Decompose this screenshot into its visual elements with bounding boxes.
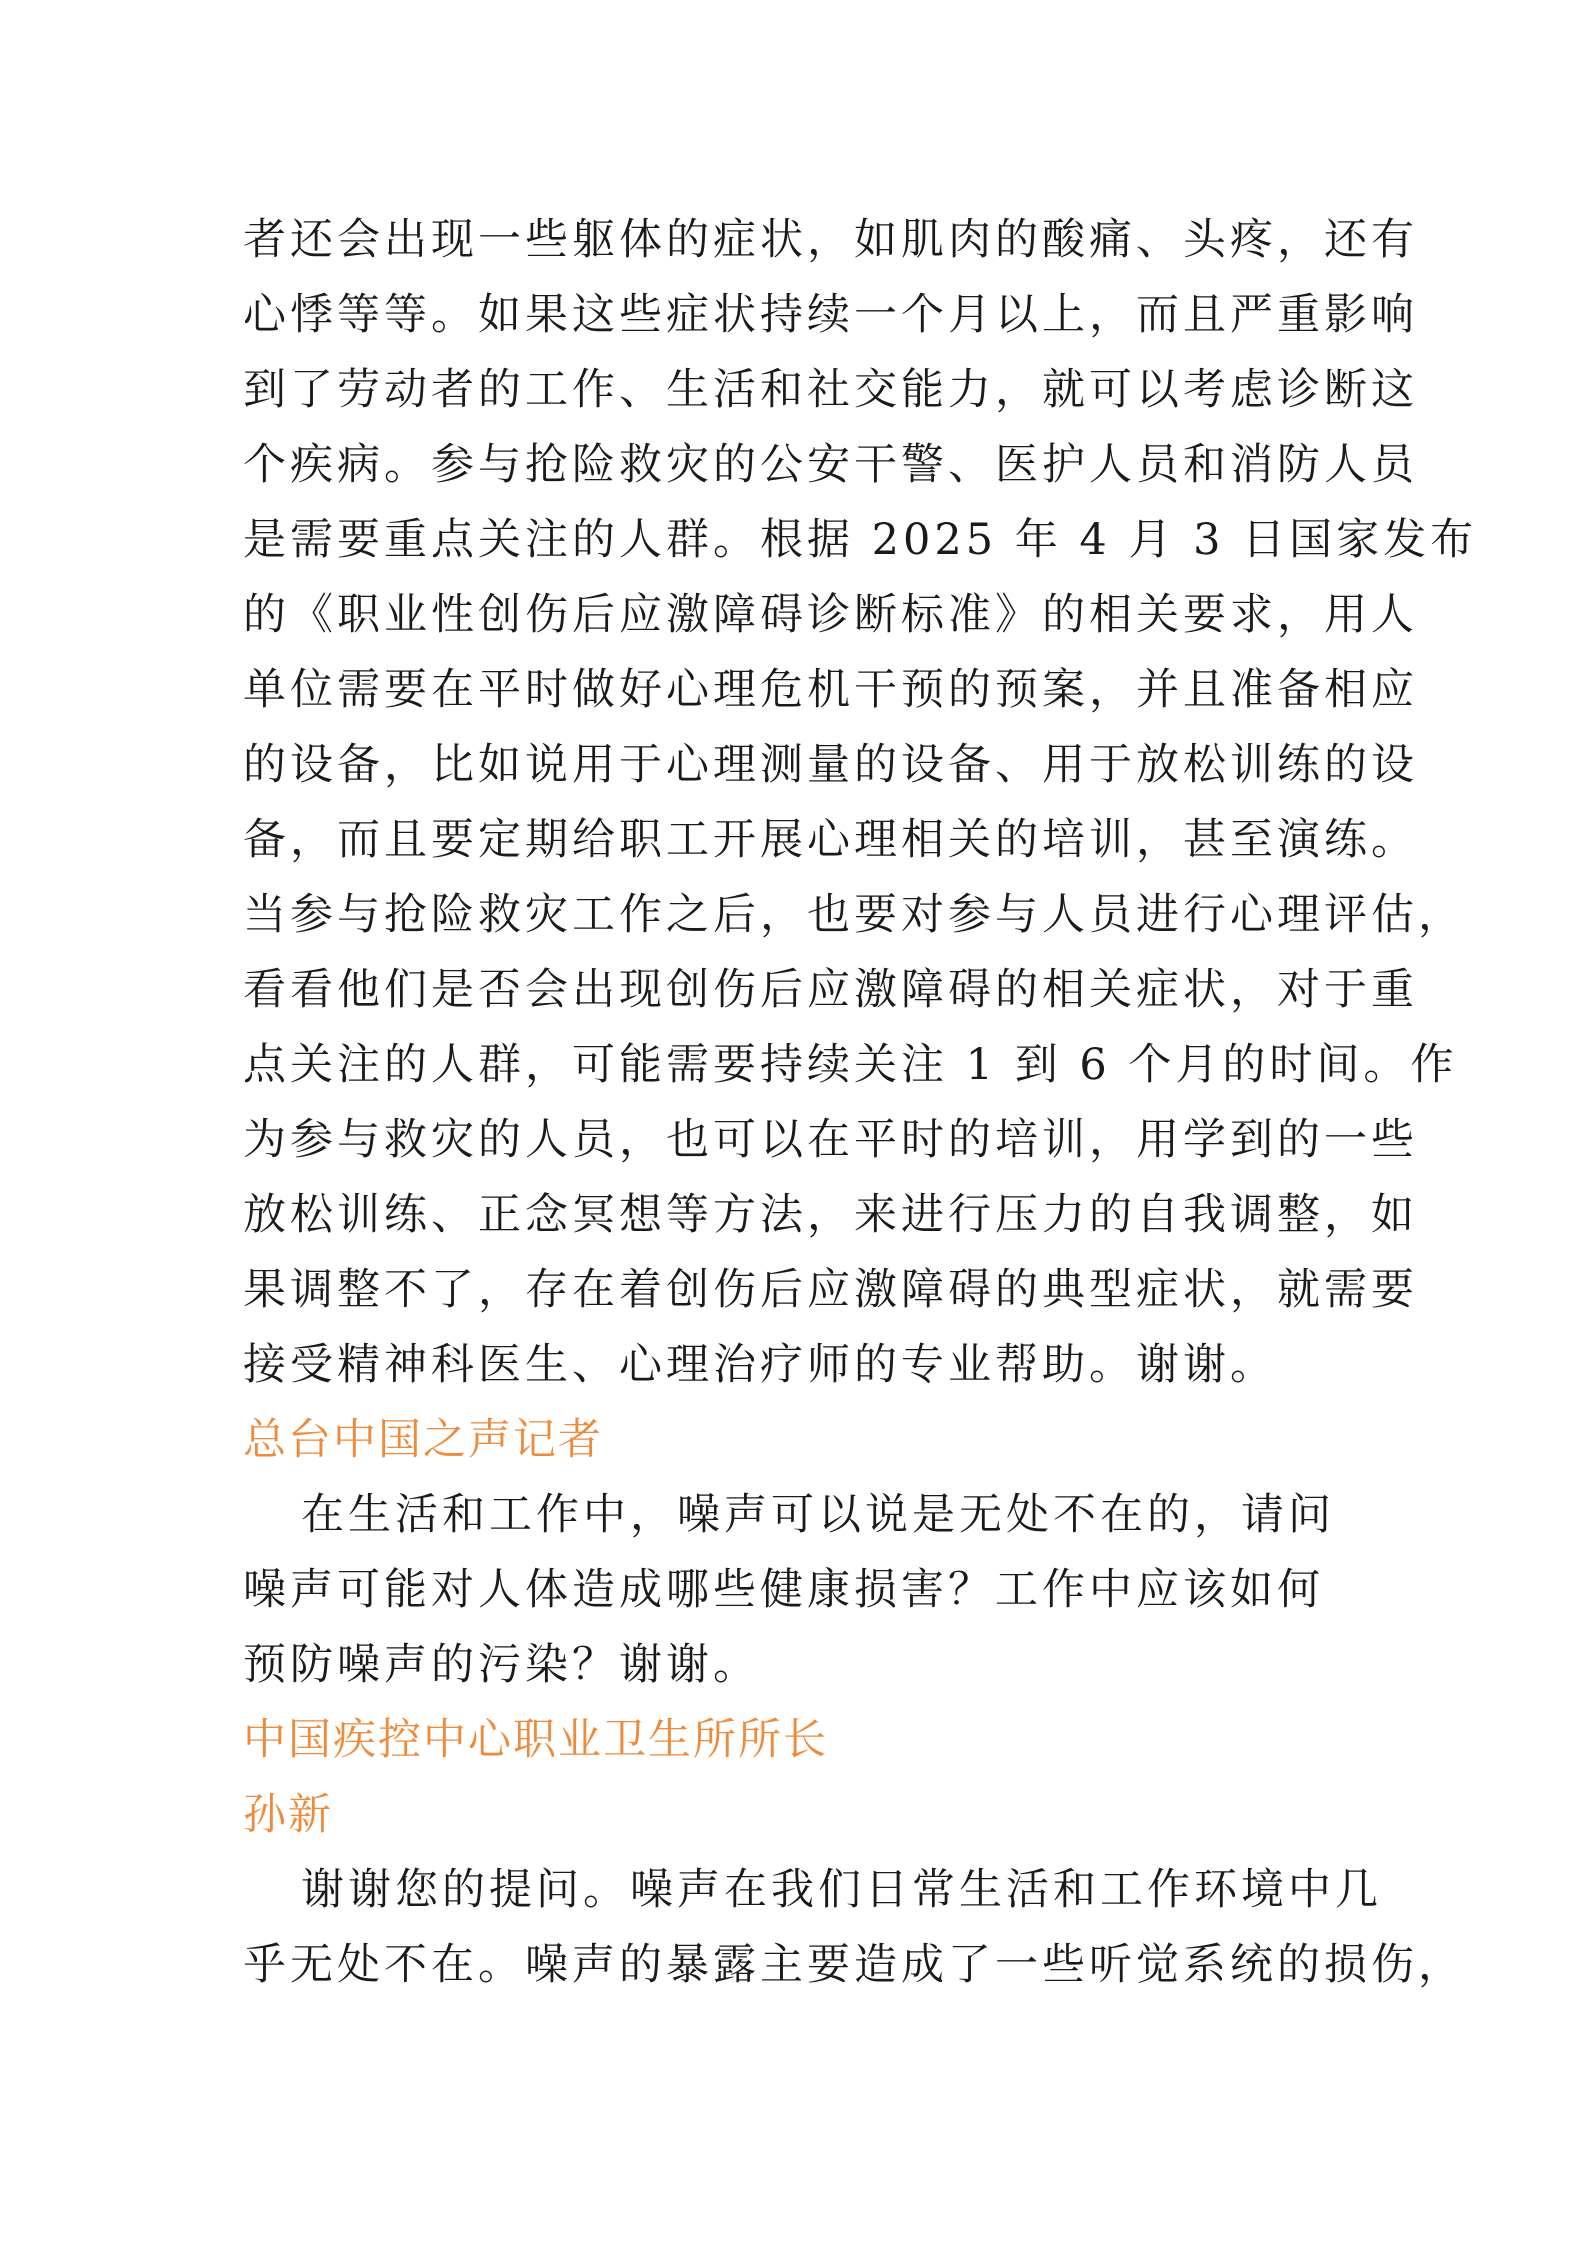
body-text-line: 者还会出现一些躯体的症状，如肌肉的酸痛、头疼，还有 bbox=[243, 215, 1418, 265]
speaker-label-official-name: 孙新 bbox=[243, 1790, 333, 1840]
body-text-line: 是需要重点关注的人群。根据 2025 年 4 月 3 日国家发布 bbox=[243, 515, 1478, 565]
body-text-line: 当参与抢险救灾工作之后，也要对参与人员进行心理评估， bbox=[243, 890, 1465, 940]
body-text-line: 果调整不了，存在着创伤后应激障碍的典型症状，就需要 bbox=[243, 1265, 1418, 1315]
body-text-line: 个疾病。参与抢险救灾的公安干警、医护人员和消防人员 bbox=[243, 440, 1418, 490]
body-text-line: 到了劳动者的工作、生活和社交能力，就可以考虑诊断这 bbox=[243, 365, 1418, 415]
body-text-line: 点关注的人群，可能需要持续关注 1 到 6 个月的时间。作 bbox=[243, 1040, 1458, 1090]
body-text-line: 单位需要在平时做好心理危机干预的预案，并且准备相应 bbox=[243, 665, 1418, 715]
body-text-line: 放松训练、正念冥想等方法，来进行压力的自我调整，如 bbox=[243, 1190, 1418, 1240]
speaker-label-reporter: 总台中国之声记者 bbox=[243, 1415, 603, 1465]
question-text-line: 噪声可能对人体造成哪些健康损害？工作中应该如何 bbox=[243, 1565, 1324, 1615]
question-text-line: 在生活和工作中，噪声可以说是无处不在的，请问 bbox=[301, 1490, 1335, 1540]
body-text-line: 心悸等等。如果这些症状持续一个月以上，而且严重影响 bbox=[243, 290, 1418, 340]
speaker-label-official-title: 中国疾控中心职业卫生所所长 bbox=[243, 1715, 828, 1765]
body-text-line: 为参与救灾的人员，也可以在平时的培训，用学到的一些 bbox=[243, 1115, 1418, 1165]
document-content bbox=[243, 203, 1478, 2003]
answer-text-line: 谢谢您的提问。噪声在我们日常生活和工作环境中几 bbox=[301, 1865, 1382, 1915]
body-text-line: 的《职业性创伤后应激障碍诊断标准》的相关要求，用人 bbox=[243, 590, 1418, 640]
answer-text-line: 乎无处不在。噪声的暴露主要造成了一些听觉系统的损伤， bbox=[243, 1940, 1465, 1990]
body-text-line: 接受精神科医生、心理治疗师的专业帮助。谢谢。 bbox=[243, 1340, 1277, 1390]
body-text-line: 的设备，比如说用于心理测量的设备、用于放松训练的设 bbox=[243, 740, 1418, 790]
question-text-line: 预防噪声的污染？谢谢。 bbox=[243, 1640, 760, 1690]
body-text-line: 备，而且要定期给职工开展心理相关的培训，甚至演练。 bbox=[243, 815, 1418, 865]
body-text-line: 看看他们是否会出现创伤后应激障碍的相关症状，对于重 bbox=[243, 965, 1418, 1015]
